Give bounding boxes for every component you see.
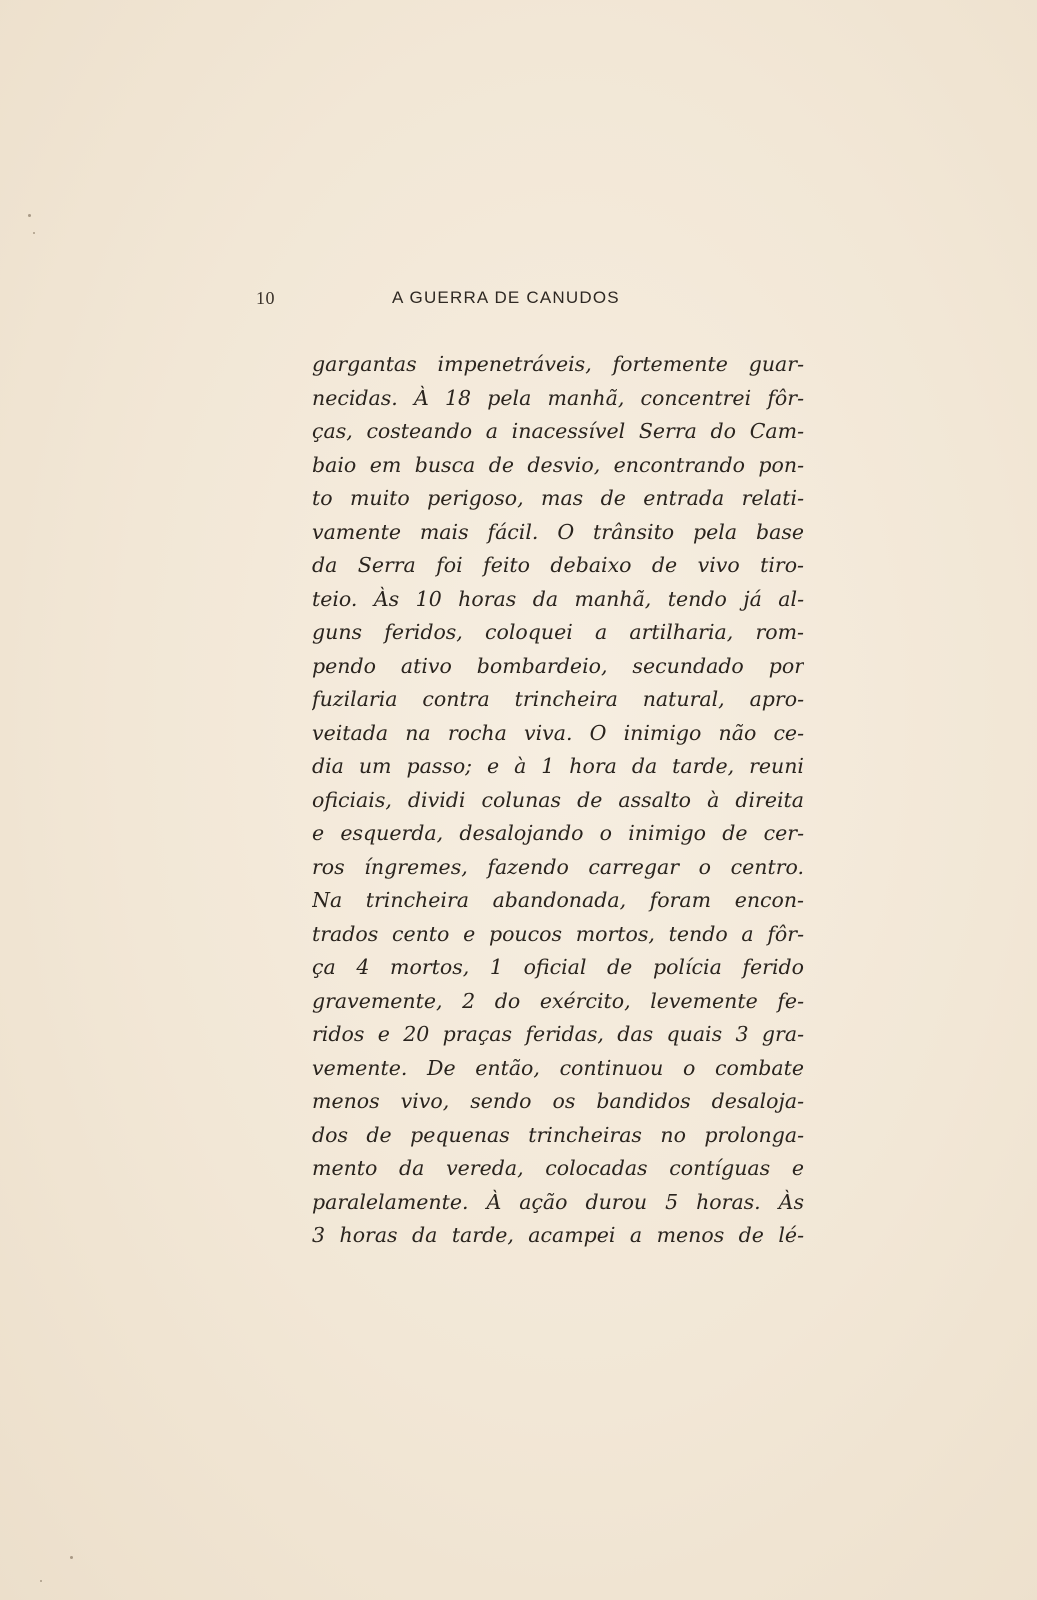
page-number: 10: [256, 288, 275, 308]
text-line: baio em busca de desvio, encontrando pon-: [312, 452, 804, 477]
text-line: necidas. À 18 pela manhã, concentrei fôr-: [312, 385, 804, 410]
text-line: da Serra foi feito debaixo de vivo tiro-: [312, 553, 804, 577]
text-line: veitada na rocha viva. O inimigo não ce-: [312, 720, 804, 745]
paper-speck: [40, 1580, 42, 1582]
text-line: dos de pequenas trincheiras no prolonga-: [312, 1122, 804, 1147]
text-line: menos vivo, sendo os bandidos desaloja-: [312, 1089, 804, 1113]
text-line: paralelamente. À ação durou 5 horas. Às: [312, 1189, 804, 1214]
text-line: ça 4 mortos, 1 oficial de polícia ferido: [312, 955, 804, 979]
text-line: vamente mais fácil. O trânsito pela base: [312, 519, 804, 544]
text-line: mento da vereda, colocadas contíguas e: [312, 1156, 804, 1180]
text-line: oficiais, dividi colunas de assalto à direita: [312, 787, 804, 812]
paper-speck: [70, 1556, 73, 1559]
text-line: gravemente, 2 do exército, levemente fe-: [312, 988, 804, 1013]
text-line: pendo ativo bombardeio, secundado por: [312, 653, 804, 678]
body-text: [312, 348, 804, 1253]
text-line: teio. Às 10 horas da manhã, tendo já al-: [312, 586, 804, 611]
text-line: gargantas impenetráveis, fortemente guar-: [312, 352, 804, 376]
text-line: ros íngremes, fazendo carregar o centro.: [312, 854, 804, 879]
text-line: ças, costeando a inacessível Serra do Cam-: [312, 419, 804, 443]
text-line: Na trincheira abandonada, foram encon-: [312, 888, 804, 912]
text-line: e esquerda, desalojando o inimigo de cer-: [312, 821, 804, 845]
text-line: guns feridos, coloquei a artilharia, rom-: [312, 620, 804, 644]
text-line: trados cento e poucos mortos, tendo a fôr-: [312, 921, 804, 946]
text-line: ridos e 20 praças feridas, das quais 3 gra-: [312, 1022, 804, 1046]
text-line: 3 horas da tarde, acampei a menos de lé-: [312, 1223, 804, 1247]
paper-speck: [28, 214, 31, 217]
page-header: [0, 288, 1037, 312]
text-line: to muito perigoso, mas de entrada relati-: [312, 486, 804, 510]
paper-speck: [33, 232, 35, 234]
running-title: A GUERRA DE CANUDOS: [392, 288, 620, 307]
text-line: vemente. De então, continuou o combate: [312, 1055, 804, 1080]
text-line: fuzilaria contra trincheira natural, apro-: [312, 687, 804, 711]
text-line: dia um passo; e à 1 hora da tarde, reuni: [312, 754, 804, 778]
